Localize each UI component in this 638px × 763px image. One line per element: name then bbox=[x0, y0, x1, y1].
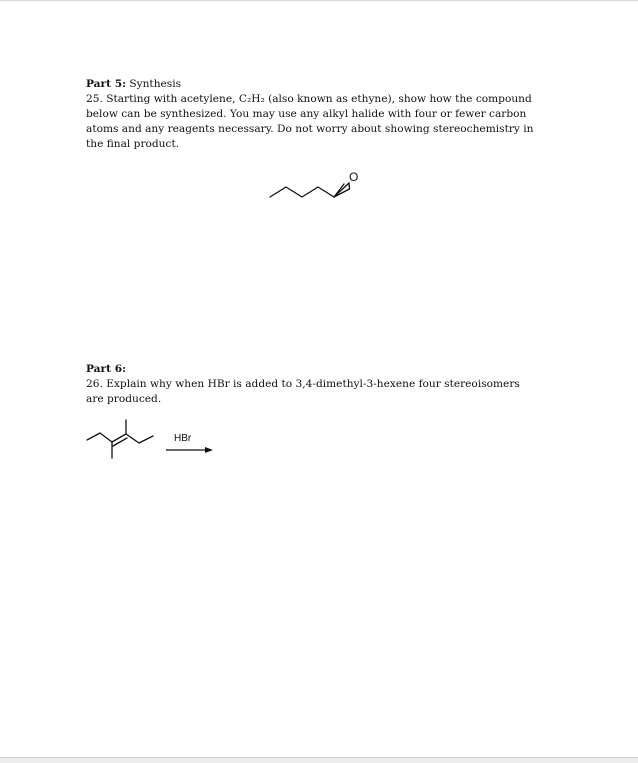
epoxide-structure bbox=[264, 164, 364, 204]
epoxide-carbon-chain bbox=[270, 184, 344, 197]
part6-heading: Part 6: bbox=[86, 363, 126, 375]
question-25-line-2: below can be synthesized. You may use any alkyl halide with four or fewer carbon bbox=[86, 108, 527, 120]
alkene-double-bond-b bbox=[113, 438, 127, 446]
epoxide-oxygen-label: O bbox=[349, 170, 359, 184]
question-25-line-1: 25. Starting with acetylene, C₂H₂ (also known as ethyne), show how the compound bbox=[86, 93, 532, 105]
alkene-bond-2 bbox=[100, 433, 112, 442]
alkene-bond-1 bbox=[87, 433, 100, 440]
question-26-line-1: 26. Explain why when HBr is added to 3,4-dimethyl-3-hexene four stereoisomers bbox=[86, 378, 520, 390]
question-26-line-2: are produced. bbox=[86, 393, 162, 405]
part5-heading-label: Part 5: bbox=[86, 78, 126, 90]
part6-section bbox=[86, 362, 556, 407]
alkene-double-bond-a bbox=[112, 434, 126, 442]
reagent-hbr-label: HBr bbox=[174, 433, 192, 444]
page-top-edge bbox=[0, 0, 638, 1]
alkene-structure bbox=[84, 418, 164, 464]
page-bottom-edge bbox=[0, 757, 638, 763]
part5-heading bbox=[86, 77, 556, 92]
question-25-line-4: the final product. bbox=[86, 138, 180, 150]
alkene-bond-3 bbox=[126, 434, 139, 443]
reaction-arrow bbox=[165, 445, 215, 455]
part5-heading-text: Synthesis bbox=[126, 78, 182, 90]
part5-section bbox=[86, 77, 556, 152]
question-25-line-3: atoms and any reagents necessary. Do not worry about showing stereochemistry in bbox=[86, 123, 534, 135]
reaction-arrow-head bbox=[205, 447, 213, 453]
alkene-bond-4 bbox=[139, 436, 153, 443]
